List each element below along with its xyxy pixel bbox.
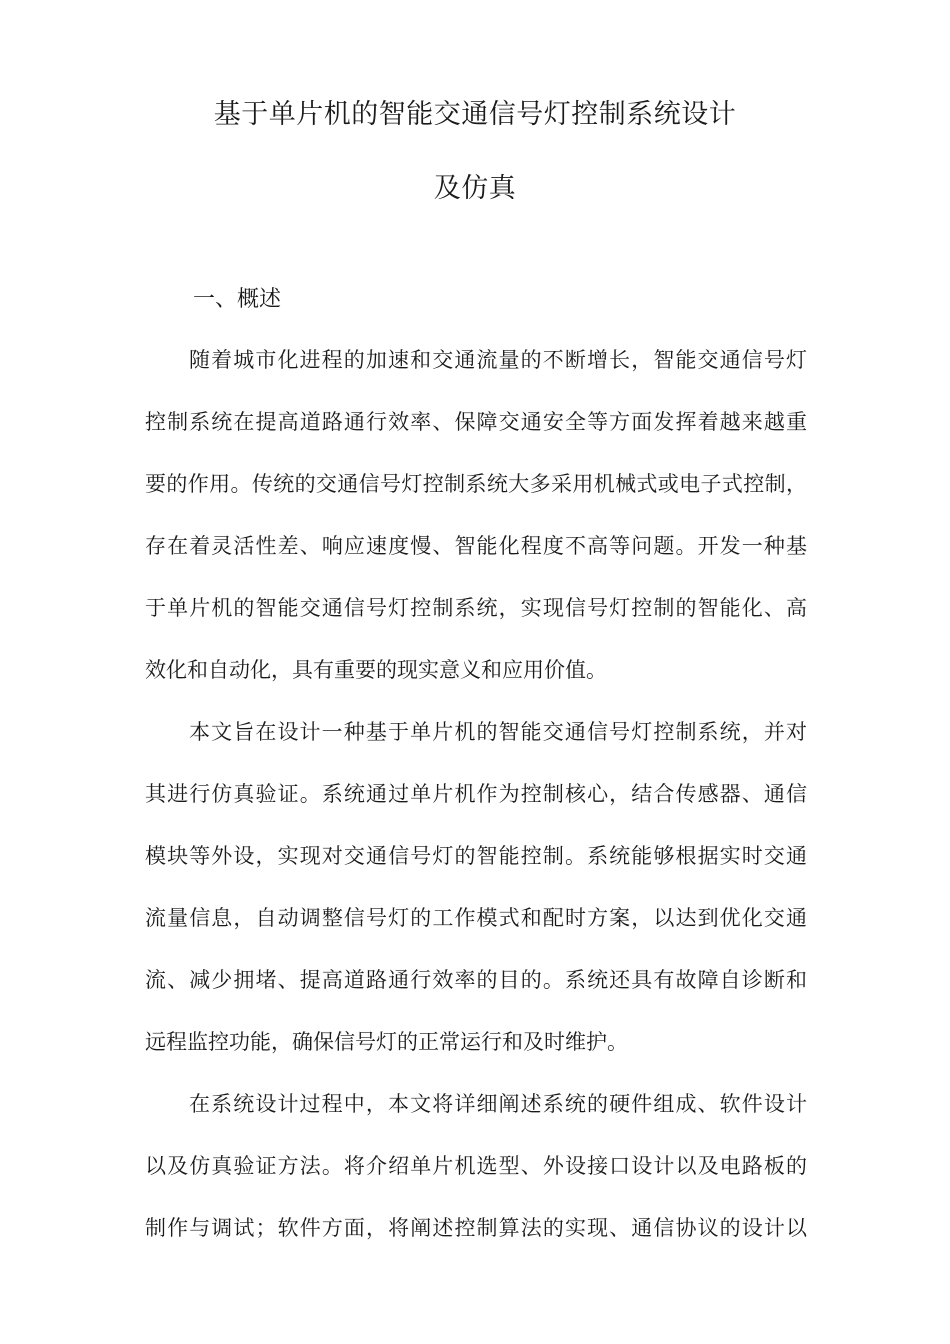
title-line: 及仿真: [433, 173, 517, 204]
text-line: 流、减少拥堵、提高道路通行效率的目的。系统还具有故障自诊断和: [145, 968, 807, 992]
text-line: 模块等外设，实现对交通信号灯的智能控制。系统能够根据实时交通: [145, 844, 807, 868]
text-line: 在系统设计过程中，本文将详细阐述系统的硬件组成、软件设计: [189, 1092, 807, 1116]
text-line: 效化和自动化，具有重要的现实意义和应用价值。: [145, 658, 607, 682]
text-line: 控制系统在提高道路通行效率、保障交通安全等方面发挥着越来越重: [145, 410, 807, 434]
text-line: 制作与调试；软件方面，将阐述控制算法的实现、通信协议的设计以: [145, 1216, 807, 1240]
paragraph: [145, 1090, 807, 1242]
paragraph: [145, 346, 807, 684]
document-title: [0, 100, 950, 204]
paragraph: [145, 718, 807, 1056]
section-heading: 一、概述: [193, 287, 282, 312]
body-text: [145, 346, 807, 1276]
text-line: 远程监控功能，确保信号灯的正常运行和及时维护。: [145, 1030, 628, 1054]
title-line: 基于单片机的智能交通信号灯控制系统设计: [213, 99, 737, 130]
text-line: 以及仿真验证方法。将介绍单片机选型、外设接口设计以及电路板的: [145, 1154, 807, 1178]
text-line: 随着城市化进程的加速和交通流量的不断增长，智能交通信号灯: [189, 348, 807, 372]
text-line: 于单片机的智能交通信号灯控制系统，实现信号灯控制的智能化、高: [145, 596, 807, 620]
text-line: 本文旨在设计一种基于单片机的智能交通信号灯控制系统，并对: [189, 720, 807, 744]
text-line: 其进行仿真验证。系统通过单片机作为控制核心，结合传感器、通信: [145, 782, 807, 806]
text-line: 要的作用。传统的交通信号灯控制系统大多采用机械式或电子式控制，: [145, 472, 807, 496]
text-line: 流量信息，自动调整信号灯的工作模式和配时方案，以达到优化交通: [145, 906, 807, 930]
text-line: 存在着灵活性差、响应速度慢、智能化程度不高等问题。开发一种基: [145, 534, 807, 558]
